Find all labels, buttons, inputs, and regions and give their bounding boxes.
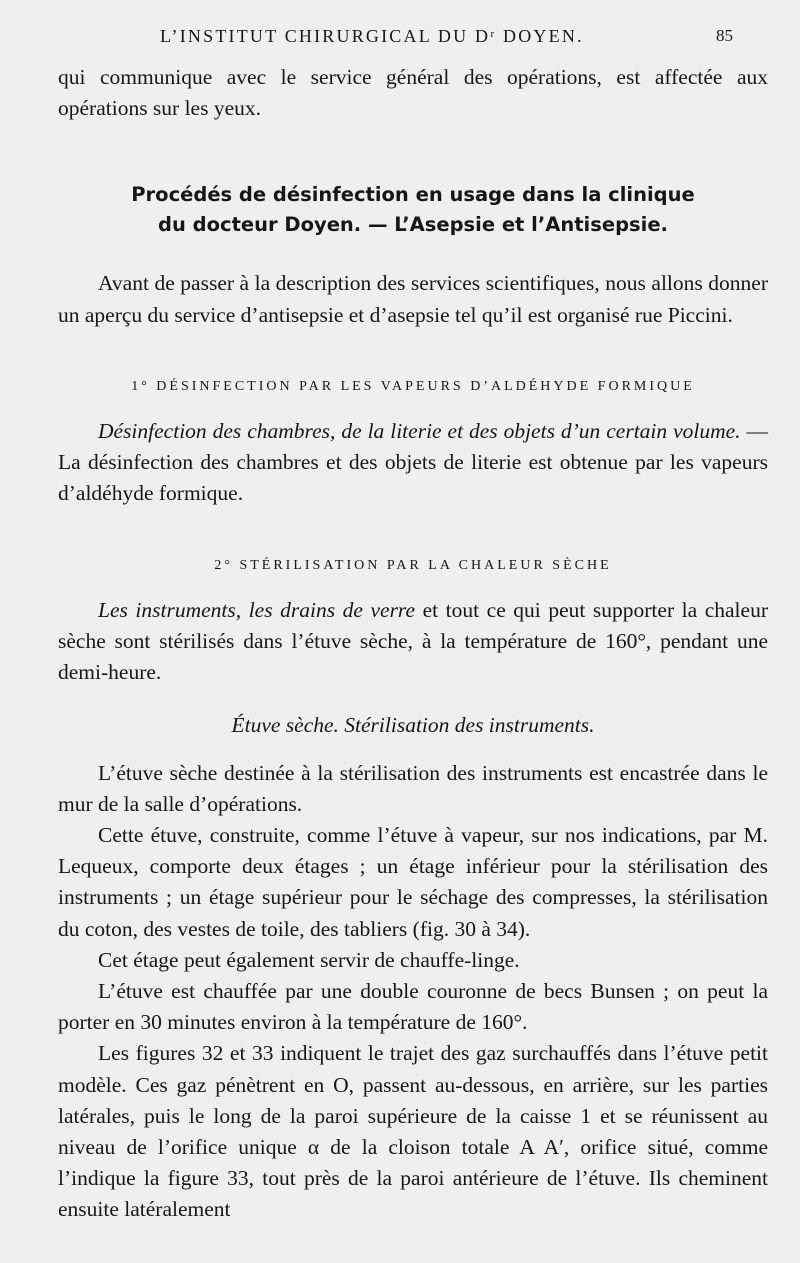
section-1-text: — La désinfection des chambres et des objets de literie est obtenue par les vapeurs d’aldéhyde formique. bbox=[58, 419, 768, 506]
chapter-title bbox=[58, 180, 768, 240]
running-head: L’INSTITUT CHIRURGICAL DU Dʳ DOYEN. bbox=[160, 26, 584, 46]
subheading: Étuve sèche. Stérilisation des instruments. bbox=[231, 713, 595, 738]
paragraph-5: Les figures 32 et 33 indiquent le trajet des gaz surchauffés dans l’étuve petit modèle. Ces gaz pénètrent en O, passent au-dessous, en arrière, sur les parties latérales, puis le long de la paroi supérieure de la caisse 1 et se réunissent au niveau de l’orifice unique α de la cloison totale A A′, orifice situé, comme l’indique la figure 33, tout près de la paroi antérieure de l’étuve. Ils cheminent ensuite latéralement bbox=[58, 1041, 768, 1222]
section-2-text: et tout ce qui peut supporter la chaleur sèche sont stérilisés dans l’étuve sèche, à la température de 160°, pendant une demi-heure. bbox=[58, 597, 768, 685]
section-2-italic-lead: Les instruments, les drains de verre bbox=[98, 597, 416, 622]
section-2-heading: 2° STÉRILISATION PAR LA CHALEUR SÈCHE bbox=[214, 557, 612, 573]
chapter-title-line-1: Procédés de désinfection en usage dans la clinique bbox=[131, 183, 695, 207]
paragraph-2: Cette étuve, construite, comme l’étuve à vapeur, sur nos indications, par M. Lequeux, comporte deux étages ; un étage inférieur pour la stérilisation des instruments ; un étage supérieur pour le séchage des compresses, la stérilisation du coton, des vestes de toile, des tabliers (fig. 30 à 34). bbox=[58, 823, 768, 941]
section-1-heading: 1° DÉSINFECTION PAR LES VAPEURS D’ALDÉHYDE FORMIQUE bbox=[131, 378, 695, 394]
page-header bbox=[0, 26, 800, 52]
continuation-paragraph: qui communique avec le service général des opérations, est affectée aux opérations sur les yeux. bbox=[58, 65, 768, 121]
section-2-paragraph bbox=[58, 595, 768, 689]
page-body bbox=[58, 62, 768, 1226]
section-1-italic-lead: Désinfection des chambres, de la literie et des objets d’un certain volume. bbox=[98, 419, 741, 444]
intro-paragraph: Avant de passer à la description des services scientifiques, nous allons donner un aperçu du service d’antisepsie et d’asepsie tel qu’il est organisé rue Piccini. bbox=[58, 271, 768, 327]
paragraph-3: Cet étage peut également servir de chauffe-linge. bbox=[98, 947, 520, 972]
chapter-title-line-2: du docteur Doyen. — L’Asepsie et l’Antisepsie. bbox=[158, 213, 668, 237]
paragraph-1: L’étuve sèche destinée à la stérilisation des instruments est encastrée dans le mur de la salle d’opérations. bbox=[58, 760, 768, 816]
paragraph-4: L’étuve est chauffée par une double couronne de becs Bunsen ; on peut la porter en 30 minutes environ à la température de 160°. bbox=[58, 979, 768, 1035]
section-1-paragraph bbox=[58, 416, 768, 510]
page-number: 85 bbox=[716, 26, 733, 45]
